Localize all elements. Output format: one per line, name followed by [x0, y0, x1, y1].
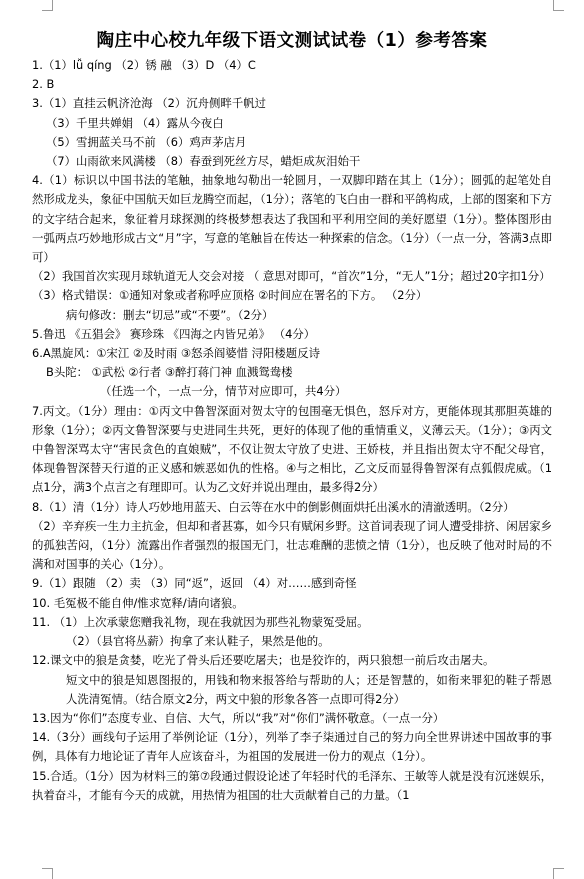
- answer-6-a: 6.A黑旋风：①宋江 ②及时雨 ③怒杀阎婆惜 浔阳楼题反诗: [32, 346, 320, 361]
- answer-1: 1.（1）lǚ qíng （2）锈 融 （3）D （4）C: [32, 58, 256, 72]
- answer-6-note: （任选一个，一点一分，情节对应即可，共4分）: [100, 384, 347, 399]
- answer-4-1: 4.（1）标识以中国书法的笔触，抽象地勾勒出一轮圆月，一双脚印踏在其上（1分）；圆弧的起笔处自然形成龙头，象征中国航天如巨龙腾空而起，（1分）；落笔的飞白由一群和平鸽构成，上部的图案和下方的文字结合起来，象征着月球探测的终极梦想表达了我国和平利用空间的美好愿望（1分）。整体图形由一弧两点巧妙地形成古文“月”字，写意的笔触旨在传达一种探索的信念。（1分）（一点一分，答满3点即可）: [32, 173, 552, 265]
- answer-14: 14.（3分）画线句子运用了举例论证（1分），列举了李子柒通过自己的努力向全世界讲述中国故事的事例，具体有力地论证了青年人应该奋斗，为祖国的发展进一份力的观点（1分）。: [32, 730, 552, 764]
- answer-2: 2. B: [32, 77, 55, 92]
- answer-6-b: B头陀： ①武松 ②行者 ③醉打蒋门神 血溅鸳鸯楼: [46, 365, 293, 380]
- answer-9: 9.（1）跟随 （2）卖 （3）同“返”，返回 （4）对……感到奇怪: [32, 576, 357, 591]
- answer-8-2: （2）辛弃疾一生力主抗金，但却和者甚寡，如今只有赋闲乡野。这首词表现了词人遭受排挤、闲居家乡的孤独苦闷，（1分）流露出作者强烈的报国无门，壮志难酬的悲愤之情（1分），也反映了他对时局的不满和对国事的关心（1分）。: [32, 518, 552, 572]
- page-corner-mark: [553, 868, 564, 879]
- answer-12-2: 短文中的狼是知恩图报的，用钱和物来报答给与帮助的人；还是智慧的，如衔来罪犯的鞋子帮恩人洗清冤情。（结合原文2分，两文中狼的形象各答一点即可得2分）: [66, 672, 552, 706]
- answer-7: 7.丙文。（1分）理由：①丙文中鲁智深面对贺太守的包围毫无惧色，怒斥对方，更能体现其那胆英雄的形象（1分）；②丙文鲁智深要与史进同生共死，更好的体现了他的重情重义，义薄云天。（1分）；③丙文中鲁智深骂太守“害民贪色的直娘贼”，不仅让贺太守放了史进、王娇枝，并且指出贺太守不配父母官，体现鲁智深替天行道的正义感和嫉恶如仇的性格。④与之相比，乙文反而显得鲁智深有点狐假虎威。（1点1分，满3个点言之有理即可。认为乙文好并说出理由，最多得2分）: [32, 403, 552, 495]
- answer-12-1: 12.课文中的狼是贪婪，吃光了骨头后还要吃屠夫；也是狡诈的，两只狼想一前后攻击屠夫。: [32, 653, 495, 668]
- answer-3-row-4: （7）山雨欲来风满楼 （8）春蚕到死丝方尽，蜡炬成灰泪始干: [46, 154, 361, 169]
- answer-11-2: （2）（县官将丛薪）拘拿了来认鞋子，果然是他的。: [66, 634, 330, 649]
- answer-3-row-2: （3）千里共婵娟 （4）露从今夜白: [46, 115, 224, 130]
- page-corner-mark: [42, 0, 53, 11]
- answer-3-row-3: （5）雪拥蓝关马不前 （6）鸡声茅店月: [46, 134, 247, 149]
- answer-13: 13.因为“你们”态度专业、自信、大气，所以“我”对“你们”满怀敬意。（一点一分）: [32, 710, 445, 725]
- page-corner-mark: [553, 0, 564, 11]
- answer-4-3: （3）格式错误：①通知对象或者称呼应顶格 ②时间应在署名的下方。 （2分）: [32, 288, 428, 303]
- answer-8-1: 8.（1）清（1分）诗人巧妙地用蓝天、白云等在水中的倒影侧面烘托出溪水的清澈透明。（2分）: [32, 499, 515, 514]
- answer-11-1: 11. （1）上次承蒙您赠我礼物，现在我就因为那些礼物蒙冤受屈。: [32, 614, 369, 629]
- page-corner-mark: [42, 868, 53, 879]
- answer-4-2: （2）我国首次实现月球轨道无人交会对接 （ 意思对即可，“首次”1分，“无人”1分；超过20字扣1分）: [32, 269, 551, 284]
- answer-5: 5.鲁迅 《五猖会》 赛珍珠 《四海之内皆兄弟》 （4分）: [32, 326, 316, 341]
- document-title: 陶庄中心校九年级下语文测试试卷（1）参考答案: [96, 31, 488, 51]
- answer-body: [32, 56, 552, 805]
- answer-4-3-revision: 病句修改：删去“切忌”或“不要”。（2分）: [66, 307, 274, 322]
- answer-3-row-1: 3.（1）直挂云帆济沧海 （2）沉舟侧畔千帆过: [32, 96, 267, 111]
- answer-10: 10. 毛冤极不能自伸/惟求宽释/请向诸狼。: [32, 595, 244, 610]
- answer-15: 15.合适。（1分）因为材料三的第⑦段通过假设论述了年轻时代的毛泽东、王敏等人就是没有沉迷娱乐，执着奋斗，才能有今天的成就，用热情为祖国的壮大贡献着自己的力量。（1: [32, 768, 552, 802]
